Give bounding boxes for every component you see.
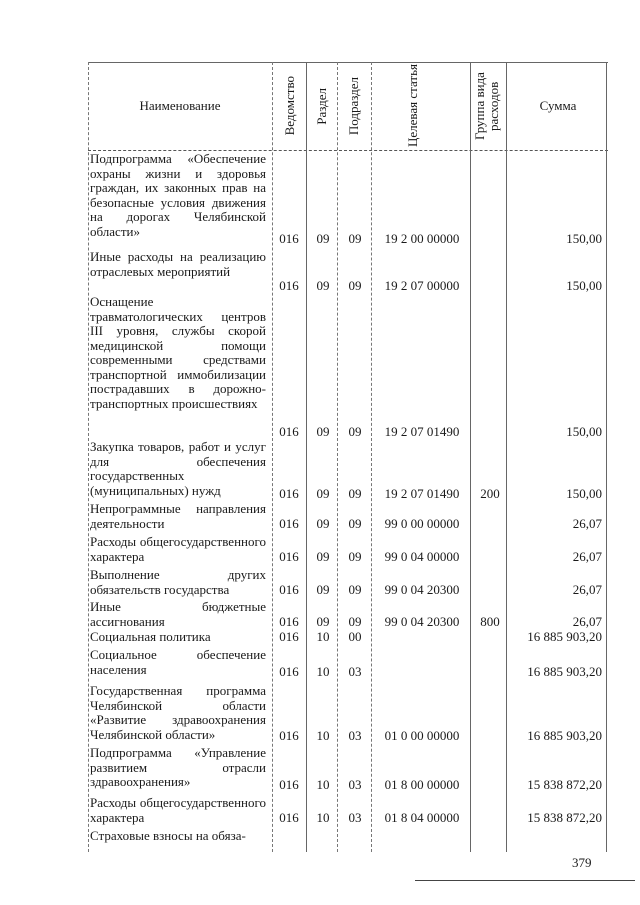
cell-celevaya: 01 8 04 00000	[384, 810, 460, 825]
row-name: Расходы общегосударственного характера	[90, 795, 266, 825]
cell-podrazdel: 03	[348, 728, 362, 743]
cell-razdel: 09	[316, 516, 330, 531]
cell-celevaya: 01 8 00 00000	[384, 777, 460, 792]
header-name: Наименование	[139, 98, 221, 113]
cell-summa: 16 885 903,20	[527, 664, 602, 679]
page-number: 379	[572, 855, 592, 870]
cell-podrazdel: 09	[348, 516, 362, 531]
cell-razdel: 10	[316, 629, 330, 644]
cell-razdel: 09	[316, 424, 330, 439]
cell-razdel: 09	[316, 614, 330, 629]
column-line	[337, 62, 338, 852]
cell-summa: 16 885 903,20	[527, 728, 602, 743]
cell-podrazdel: 09	[348, 614, 362, 629]
cell-vedomstvo: 016	[279, 629, 299, 644]
cell-podrazdel: 09	[348, 549, 362, 564]
cell-vedomstvo: 016	[279, 516, 299, 531]
cell-podrazdel: 03	[348, 664, 362, 679]
cell-podrazdel: 09	[348, 278, 362, 293]
row-name: Подпрограмма «Обеспечение охраны жизни и здоровья граждан, их законных прав на безопасные условия движения на дорогах Челябинской области»	[90, 151, 266, 239]
cell-summa: 16 885 903,20	[527, 629, 602, 644]
row-name: Расходы общегосударственного характера	[90, 534, 266, 564]
cell-celevaya: 01 0 00 00000	[384, 728, 460, 743]
header-summa: Сумма	[539, 98, 577, 113]
cell-vedomstvo: 016	[279, 664, 299, 679]
cell-vedomstvo: 016	[279, 278, 299, 293]
cell-summa: 150,00	[566, 486, 602, 501]
column-line	[88, 62, 89, 852]
cell-podrazdel: 09	[348, 231, 362, 246]
cell-summa: 26,07	[572, 516, 602, 531]
cell-celevaya: 19 2 00 00000	[384, 231, 460, 246]
row-name: Подпрограмма «Управление развитием отрасли здравоохранения»	[90, 745, 266, 789]
row-name: Оснащение травматологических центров III уровня, службы скорой медицинской помощи современными средствами транспортной иммобилизации пострадавших в дорожно-транспортных происшествиях	[90, 294, 266, 411]
cell-razdel: 09	[316, 549, 330, 564]
cell-summa: 26,07	[572, 582, 602, 597]
cell-gruppa: 200	[480, 486, 500, 501]
cell-vedomstvo: 016	[279, 424, 299, 439]
cell-celevaya: 99 0 04 00000	[384, 549, 460, 564]
cell-razdel: 10	[316, 810, 330, 825]
header-vedomstvo: Ведомство	[282, 76, 297, 136]
header-podrazdel: Подраздел	[346, 76, 361, 136]
cell-celevaya: 19 2 07 00000	[384, 278, 460, 293]
footer-rule	[415, 880, 635, 881]
row-name: Социальная политика	[90, 629, 211, 644]
row-name: Социальное обеспечение населения	[90, 647, 266, 677]
cell-summa: 26,07	[572, 549, 602, 564]
cell-podrazdel: 03	[348, 777, 362, 792]
cell-vedomstvo: 016	[279, 810, 299, 825]
cell-summa: 15 838 872,20	[527, 777, 602, 792]
cell-summa: 26,07	[572, 614, 602, 629]
cell-vedomstvo: 016	[279, 231, 299, 246]
cell-summa: 15 838 872,20	[527, 810, 602, 825]
row-name: Непрограммные направления деятельности	[90, 501, 266, 531]
row-name: Закупка товаров, работ и услуг для обеспечения государственных (муниципальных) нужд	[90, 439, 266, 498]
cell-razdel: 09	[316, 231, 330, 246]
cell-vedomstvo: 016	[279, 777, 299, 792]
row-name: Иные расходы на реализацию отраслевых мероприятий	[90, 249, 266, 279]
cell-razdel: 09	[316, 582, 330, 597]
cell-razdel: 10	[316, 728, 330, 743]
cell-summa: 150,00	[566, 231, 602, 246]
column-line	[272, 62, 273, 852]
cell-podrazdel: 03	[348, 810, 362, 825]
cell-summa: 150,00	[566, 278, 602, 293]
cell-razdel: 10	[316, 664, 330, 679]
cell-vedomstvo: 016	[279, 728, 299, 743]
cell-celevaya: 99 0 00 00000	[384, 516, 460, 531]
cell-celevaya: 99 0 04 20300	[384, 614, 460, 629]
cell-razdel: 09	[316, 278, 330, 293]
cell-podrazdel: 09	[348, 424, 362, 439]
cell-vedomstvo: 016	[279, 486, 299, 501]
column-line	[306, 62, 307, 852]
column-line	[371, 62, 372, 852]
cell-podrazdel: 09	[348, 486, 362, 501]
cell-celevaya: 19 2 07 01490	[384, 486, 460, 501]
cell-vedomstvo: 016	[279, 582, 299, 597]
cell-summa: 150,00	[566, 424, 602, 439]
cell-razdel: 09	[316, 486, 330, 501]
header-gruppa-vida-rashodov: Группа вида расходов	[472, 72, 501, 140]
row-name: Выполнение других обязательств государства	[90, 567, 266, 597]
header-razdel: Раздел	[314, 87, 329, 125]
row-name: Иные бюджетные ассигнования	[90, 599, 266, 629]
cell-razdel: 10	[316, 777, 330, 792]
cell-celevaya: 19 2 07 01490	[384, 424, 460, 439]
column-line	[470, 62, 471, 852]
row-name: Страховые взносы на обяза-	[90, 828, 246, 843]
row-name: Государственная программа Челябинской области «Развитие здравоохранения Челябинской области»	[90, 683, 266, 742]
cell-gruppa: 800	[480, 614, 500, 629]
cell-celevaya: 99 0 04 20300	[384, 582, 460, 597]
cell-podrazdel: 09	[348, 582, 362, 597]
header-celevaya-statya: Целевая статья	[405, 64, 420, 148]
column-line	[606, 62, 607, 852]
cell-vedomstvo: 016	[279, 614, 299, 629]
cell-vedomstvo: 016	[279, 549, 299, 564]
cell-podrazdel: 00	[348, 629, 362, 644]
